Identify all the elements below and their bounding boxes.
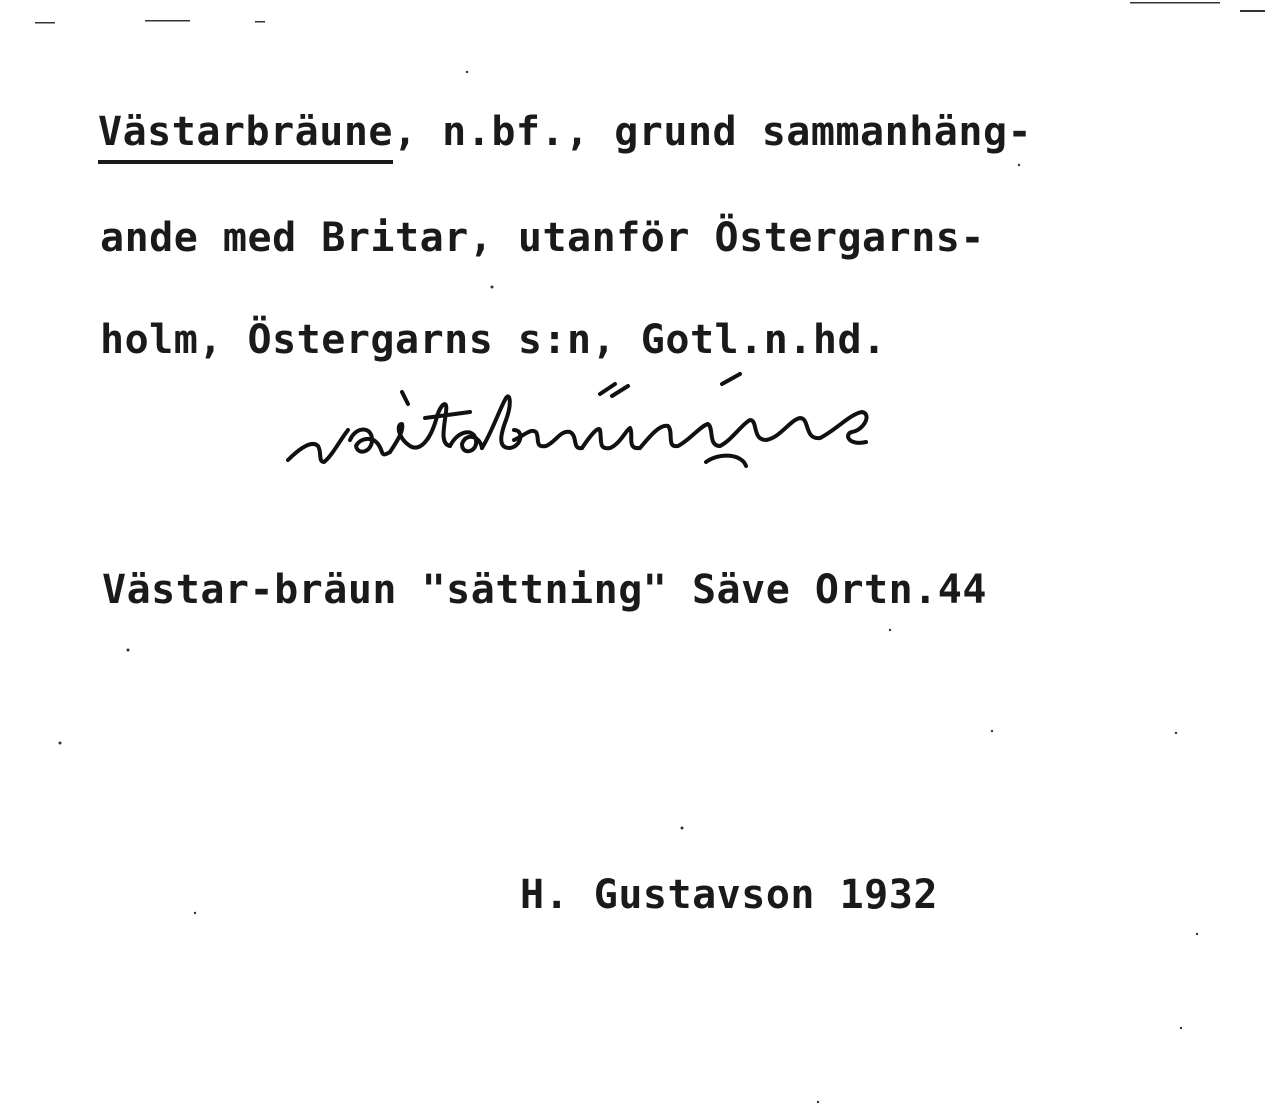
entry-line-2: ande med Britar, utanför Östergarns- bbox=[100, 215, 985, 261]
entry-line-4: Västar-bräun "sättning" Säve Ortn.44 bbox=[102, 567, 987, 613]
headword-underline bbox=[98, 160, 393, 164]
entry-line-3: holm, Östergarns s:n, Gotl.n.hd. bbox=[100, 317, 887, 363]
entry-line-1 bbox=[98, 109, 1033, 155]
definition-start: , n.bf., grund sammanhäng- bbox=[392, 109, 1033, 155]
headword bbox=[98, 109, 393, 155]
signature-line: H. Gustavson 1932 bbox=[520, 872, 938, 918]
headword-text: Västarbräune bbox=[98, 109, 393, 155]
